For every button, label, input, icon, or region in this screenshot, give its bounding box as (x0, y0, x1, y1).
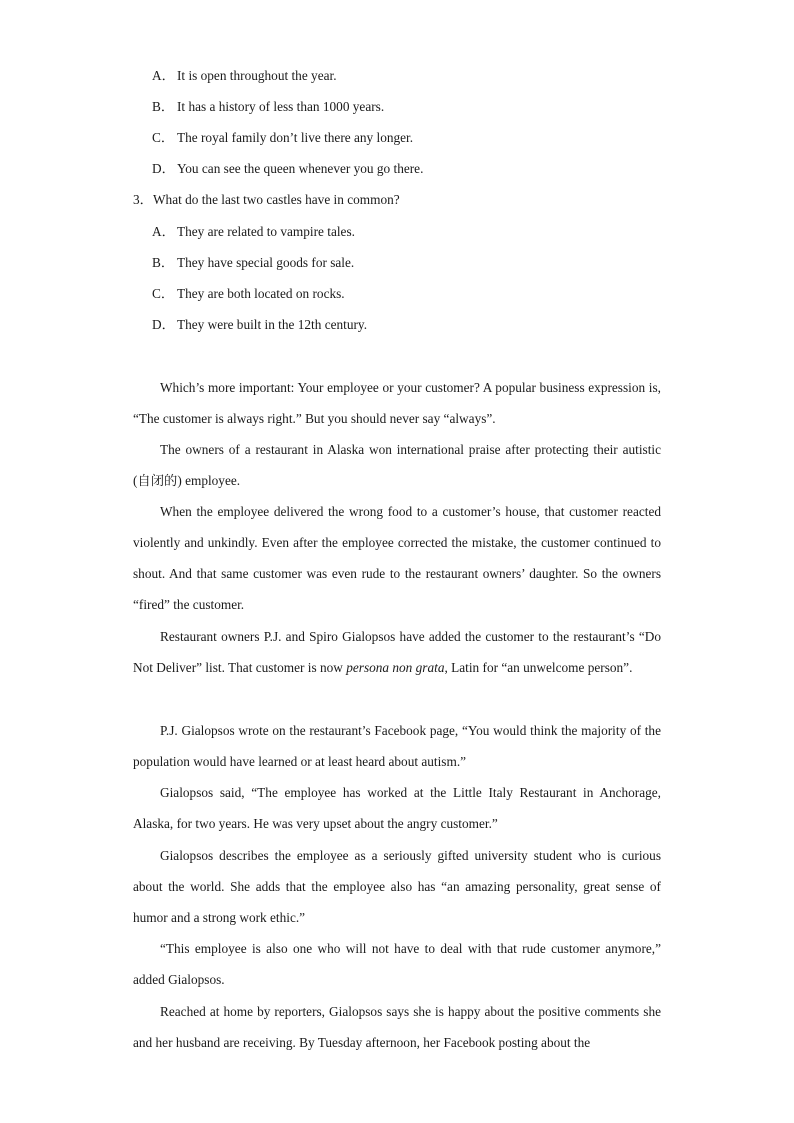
option-text: They were built in the 12th century. (177, 317, 368, 332)
passage-paragraph-9: Reached at home by reporters, Gialopsos says she is happy about the positive comments she and her husband are receiving. By Tuesday afternoon, her Facebook posting about the (133, 1004, 661, 1050)
option-label: B． (152, 99, 175, 114)
paragraph-text: , Latin for “an unwelcome person”. (444, 660, 633, 675)
question-number: 3． (133, 192, 153, 207)
passage-paragraph-8: “This employee is also one who will not have to deal with that rude customer anymore,” added Gialopsos. (133, 941, 661, 987)
q2-option-d[interactable] (152, 161, 423, 177)
q2-option-a[interactable] (152, 68, 337, 84)
option-label: B． (152, 255, 175, 270)
option-label: A． (152, 224, 175, 239)
question-text: What do the last two castles have in common? (153, 192, 400, 207)
passage-paragraph-6: Gialopsos said, “The employee has worked at the Little Italy Restaurant in Anchorage, Alaska, for two years. He was very upset about the angry customer.” (133, 785, 661, 831)
q2-option-b[interactable] (152, 99, 384, 115)
passage-paragraph-2: The owners of a restaurant in Alaska won international praise after protecting their autistic (自闭的) employee. (133, 442, 661, 488)
passage-paragraph-1: Which’s more important: Your employee or your customer? A popular business expression is, “The customer is always right.” But you should never say “always”. (133, 380, 661, 426)
option-label: C． (152, 130, 175, 145)
option-text: The royal family don’t live there any longer. (177, 130, 414, 145)
q3-option-a[interactable] (152, 224, 355, 240)
paragraph-text: Restaurant owners P.J. and Spiro Gialopsos have added the customer to the restaurant’s “Do Not Deliver” list. That customer is now (133, 629, 661, 675)
passage-paragraph-3: When the employee delivered the wrong food to a customer’s house, that customer reacted violently and unkindly. Even after the employee corrected the mistake, the customer continued to shout. And that same customer was even rude to the restaurant owners’ daughter. So the owners “fired” the customer. (133, 504, 661, 612)
option-text: They are related to vampire tales. (177, 224, 355, 239)
passage-paragraph-4 (133, 621, 661, 683)
option-text: It is open throughout the year. (177, 68, 337, 83)
option-text: They are both located on rocks. (177, 286, 345, 301)
q3-option-b[interactable] (152, 255, 354, 271)
question-3-stem (133, 192, 400, 208)
option-label: C． (152, 286, 175, 301)
option-text: They have special goods for sale. (177, 255, 355, 270)
option-text: You can see the queen whenever you go there. (177, 161, 424, 176)
option-label: D． (152, 161, 175, 176)
q2-option-c[interactable] (152, 130, 413, 146)
option-label: A． (152, 68, 175, 83)
q3-option-c[interactable] (152, 286, 345, 302)
latin-phrase: persona non grata (346, 660, 445, 675)
option-text: It has a history of less than 1000 years. (177, 99, 385, 114)
passage-paragraph-5: P.J. Gialopsos wrote on the restaurant’s Facebook page, “You would think the majority of the population would have learned or at least heard about autism.” (133, 723, 661, 769)
passage-paragraph-7: Gialopsos describes the employee as a seriously gifted university student who is curious about the world. She adds that the employee also has “an amazing personality, great sense of humor and a strong work ethic.” (133, 848, 661, 925)
q3-option-d[interactable] (152, 317, 367, 333)
option-label: D． (152, 317, 175, 332)
